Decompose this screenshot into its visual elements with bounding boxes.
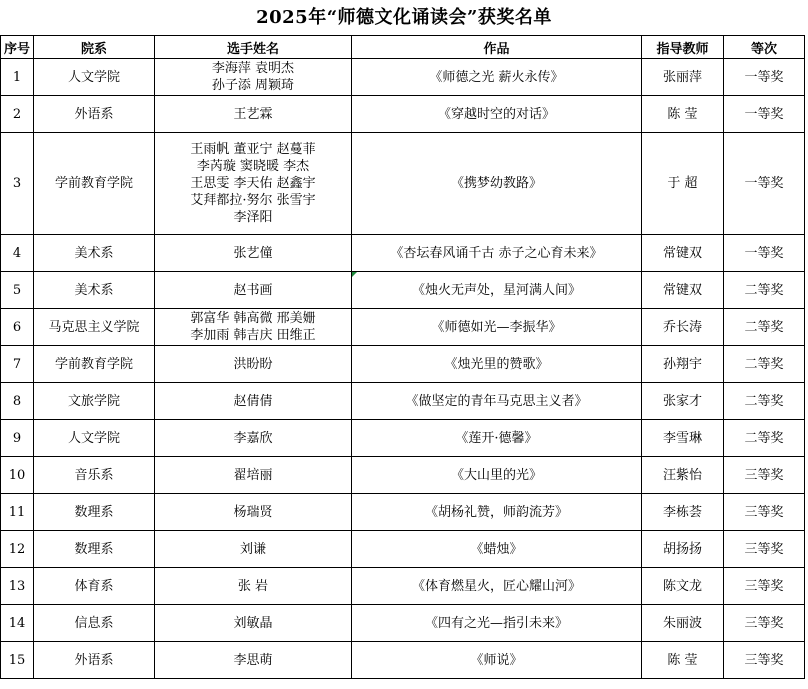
contestant-names-line: 李海萍 袁明杰 — [211, 61, 295, 76]
contestant-names-line: 郭富华 韩高微 邢美姗 — [190, 311, 316, 326]
row-contestants — [155, 457, 352, 494]
row-award: 二等奖 — [724, 383, 805, 420]
table-row — [1, 133, 805, 235]
table-row — [1, 531, 805, 568]
row-contestants — [155, 59, 352, 96]
row-teacher: 胡扬扬 — [642, 531, 724, 568]
row-department: 外语系 — [34, 642, 155, 679]
column-header-award: 等次 — [724, 36, 805, 59]
row-department: 人文学院 — [34, 420, 155, 457]
row-index: 12 — [1, 531, 34, 568]
row-work-title: 《莲开·德馨》 — [352, 420, 642, 457]
row-index: 10 — [1, 457, 34, 494]
table-row — [1, 383, 805, 420]
row-department: 外语系 — [34, 96, 155, 133]
row-award: 一等奖 — [724, 235, 805, 272]
row-contestants — [155, 133, 352, 235]
row-teacher: 陈 莹 — [642, 96, 724, 133]
row-contestants — [155, 309, 352, 346]
row-work-title: 《穿越时空的对话》 — [352, 96, 642, 133]
row-index: 11 — [1, 494, 34, 531]
row-department: 音乐系 — [34, 457, 155, 494]
table-row — [1, 96, 805, 133]
table-row — [1, 457, 805, 494]
row-index: 3 — [1, 133, 34, 235]
contestant-names-line: 张艺僮 — [233, 245, 273, 261]
table-row — [1, 59, 805, 96]
row-work-title: 《烛光里的赞歌》 — [352, 346, 642, 383]
row-teacher: 汪紫怡 — [642, 457, 724, 494]
row-contestants — [155, 531, 352, 568]
row-award: 三等奖 — [724, 457, 805, 494]
row-index: 15 — [1, 642, 34, 679]
row-department: 学前教育学院 — [34, 346, 155, 383]
row-work-title: 《师说》 — [352, 642, 642, 679]
table-row — [1, 494, 805, 531]
row-teacher: 张丽萍 — [642, 59, 724, 96]
row-department: 数理系 — [34, 494, 155, 531]
table-row — [1, 272, 805, 309]
contestant-names-line: 杨瑞贤 — [233, 504, 273, 520]
row-contestants — [155, 235, 352, 272]
row-contestants — [155, 96, 352, 133]
row-contestants — [155, 420, 352, 457]
column-header-department: 院系 — [34, 36, 155, 59]
row-award: 二等奖 — [724, 420, 805, 457]
row-teacher: 朱丽波 — [642, 605, 724, 642]
row-teacher: 孙翔宇 — [642, 346, 724, 383]
row-teacher: 陈 莹 — [642, 642, 724, 679]
contestant-names-line: 刘谦 — [239, 541, 266, 557]
table-row — [1, 420, 805, 457]
table-row — [1, 235, 805, 272]
row-work-title: 《蜡烛》 — [352, 531, 642, 568]
row-index: 7 — [1, 346, 34, 383]
row-award: 三等奖 — [724, 568, 805, 605]
row-contestants — [155, 383, 352, 420]
row-award: 三等奖 — [724, 605, 805, 642]
page-title: 2025年“师德文化诵读会”获奖名单 — [256, 7, 552, 28]
contestant-names-line: 刘敏晶 — [233, 615, 273, 631]
row-contestants — [155, 568, 352, 605]
row-contestants — [155, 346, 352, 383]
row-index: 13 — [1, 568, 34, 605]
row-teacher: 乔长涛 — [642, 309, 724, 346]
row-work-title: 《大山里的光》 — [352, 457, 642, 494]
table-row — [1, 309, 805, 346]
contestant-names-line: 李芮璇 窦晓暖 李杰 — [196, 159, 310, 174]
row-award: 一等奖 — [724, 133, 805, 235]
row-work-title: 《师德之光 薪火永传》 — [352, 59, 642, 96]
table-row — [1, 642, 805, 679]
row-work-title: 《师德如光—李振华》 — [352, 309, 642, 346]
row-teacher: 于 超 — [642, 133, 724, 235]
table-row — [1, 605, 805, 642]
column-header-contestants: 选手姓名 — [155, 36, 352, 59]
row-award: 二等奖 — [724, 346, 805, 383]
contestant-names-line: 艾拜都拉·努尔 张雪宇 — [190, 193, 316, 208]
row-award: 二等奖 — [724, 309, 805, 346]
row-teacher: 李雪琳 — [642, 420, 724, 457]
contestant-names-line: 张 岩 — [237, 578, 269, 594]
contestant-names-line: 李泽阳 — [233, 210, 273, 225]
contestant-names-line: 赵倩倩 — [233, 393, 273, 409]
table-header-row — [1, 36, 805, 59]
row-work-title: 《体育燃星火，匠心耀山河》 — [352, 568, 642, 605]
row-index: 1 — [1, 59, 34, 96]
row-work-title: 《携梦幼教路》 — [352, 133, 642, 235]
row-award: 三等奖 — [724, 642, 805, 679]
cell-comment-marker-icon — [352, 272, 357, 277]
column-header-index: 序号 — [1, 36, 34, 59]
row-department: 美术系 — [34, 235, 155, 272]
table-body — [1, 59, 805, 679]
row-award: 一等奖 — [724, 96, 805, 133]
row-work-title: 《四有之光—指引未来》 — [352, 605, 642, 642]
row-teacher: 张家才 — [642, 383, 724, 420]
row-teacher: 陈文龙 — [642, 568, 724, 605]
row-department: 学前教育学院 — [34, 133, 155, 235]
row-department: 马克思主义学院 — [34, 309, 155, 346]
row-index: 6 — [1, 309, 34, 346]
row-index: 9 — [1, 420, 34, 457]
contestant-names-line: 翟培丽 — [233, 467, 273, 483]
row-work-title: 《杏坛春风诵千古 赤子之心育未来》 — [352, 235, 642, 272]
contestant-names-line: 王思雯 李天佑 赵鑫宇 — [190, 176, 316, 191]
row-department: 人文学院 — [34, 59, 155, 96]
contestant-names-line: 孙子添 周颖琦 — [211, 78, 295, 93]
column-header-teacher: 指导教师 — [642, 36, 724, 59]
contestant-names-line: 洪盼盼 — [233, 356, 273, 372]
row-teacher: 常键双 — [642, 235, 724, 272]
row-award: 一等奖 — [724, 59, 805, 96]
contestant-names-line: 赵书画 — [233, 282, 273, 298]
row-department: 信息系 — [34, 605, 155, 642]
row-contestants — [155, 272, 352, 309]
row-teacher: 常键双 — [642, 272, 724, 309]
contestant-names-line: 李加雨 韩吉庆 田维正 — [190, 328, 316, 343]
table-row — [1, 568, 805, 605]
row-work-title: 《胡杨礼赞，师韵流芳》 — [352, 494, 642, 531]
row-award: 三等奖 — [724, 531, 805, 568]
row-contestants — [155, 494, 352, 531]
row-work-title: 《做坚定的青年马克思主义者》 — [352, 383, 642, 420]
row-contestants — [155, 605, 352, 642]
contestant-names-line: 李思萌 — [233, 652, 273, 668]
row-department: 美术系 — [34, 272, 155, 309]
row-contestants — [155, 642, 352, 679]
row-index: 14 — [1, 605, 34, 642]
row-work-title: 《烛火无声处，星河满人间》 — [352, 272, 642, 309]
row-index: 4 — [1, 235, 34, 272]
contestant-names-line: 王艺霖 — [233, 106, 273, 122]
awards-table — [0, 35, 805, 679]
row-department: 数理系 — [34, 531, 155, 568]
row-index: 5 — [1, 272, 34, 309]
contestant-names-line: 王雨帆 董亚宁 赵蔓菲 — [190, 142, 316, 157]
row-index: 2 — [1, 96, 34, 133]
row-award: 三等奖 — [724, 494, 805, 531]
row-department: 体育系 — [34, 568, 155, 605]
row-award: 二等奖 — [724, 272, 805, 309]
row-department: 文旅学院 — [34, 383, 155, 420]
row-index: 8 — [1, 383, 34, 420]
row-teacher: 李栋荟 — [642, 494, 724, 531]
table-row — [1, 346, 805, 383]
column-header-work: 作品 — [352, 36, 642, 59]
contestant-names-line: 李嘉欣 — [233, 430, 273, 446]
